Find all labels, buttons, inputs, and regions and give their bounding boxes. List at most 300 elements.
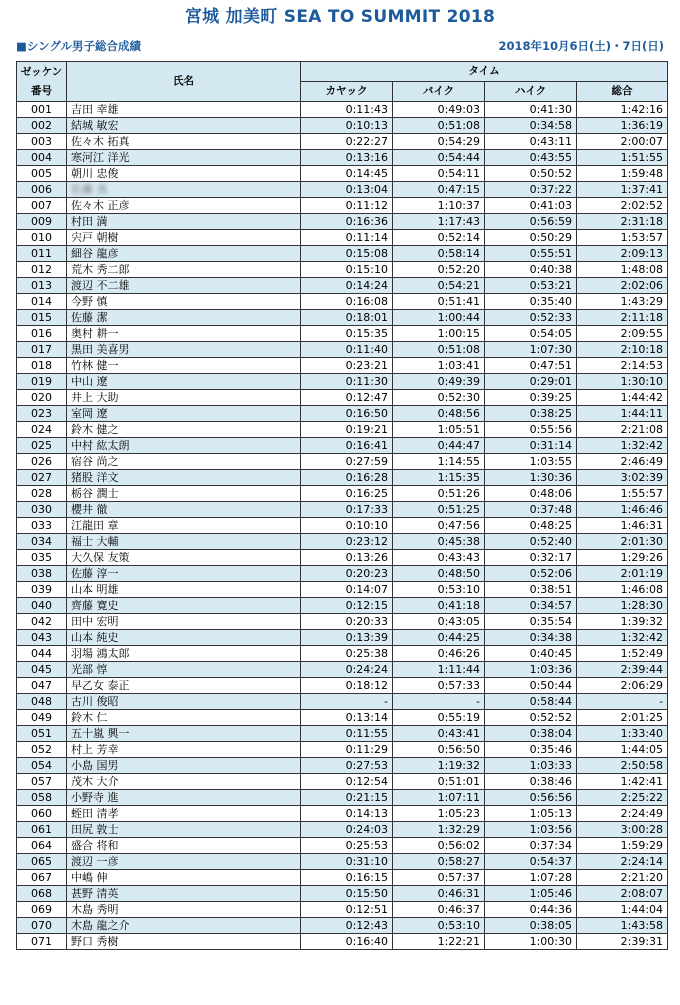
name-cell: 中嶋 伸 xyxy=(67,870,301,886)
hike-time-cell: 0:48:06 xyxy=(485,486,577,502)
bib-cell: 067 xyxy=(17,870,67,886)
kayak-time-cell: 0:12:54 xyxy=(301,774,393,790)
table-row xyxy=(17,182,668,198)
name-cell: 栃谷 潤士 xyxy=(67,486,301,502)
hike-time-cell: 0:34:57 xyxy=(485,598,577,614)
kayak-time-cell: 0:19:21 xyxy=(301,422,393,438)
table-row xyxy=(17,614,668,630)
name-cell: 渡辺 一彦 xyxy=(67,854,301,870)
name-cell: 山本 明雄 xyxy=(67,582,301,598)
kayak-time-cell: 0:16:08 xyxy=(301,294,393,310)
results-body xyxy=(17,102,668,950)
bike-time-cell: 0:52:30 xyxy=(393,390,485,406)
total-time-cell: 1:48:08 xyxy=(577,262,668,278)
total-time-cell: 2:25:22 xyxy=(577,790,668,806)
table-row xyxy=(17,694,668,710)
kayak-time-cell: 0:11:55 xyxy=(301,726,393,742)
table-row xyxy=(17,342,668,358)
table-row xyxy=(17,774,668,790)
table-row xyxy=(17,198,668,214)
table-row xyxy=(17,230,668,246)
bib-cell: 023 xyxy=(17,406,67,422)
bike-time-cell: 1:05:23 xyxy=(393,806,485,822)
bike-time-cell: 0:49:39 xyxy=(393,374,485,390)
hike-time-cell: 0:44:36 xyxy=(485,902,577,918)
total-time-cell: 2:46:49 xyxy=(577,454,668,470)
bib-cell: 033 xyxy=(17,518,67,534)
total-time-cell: 3:02:39 xyxy=(577,470,668,486)
name-cell: 野口 秀樹 xyxy=(67,934,301,950)
hike-time-cell: 0:32:17 xyxy=(485,550,577,566)
kayak-time-cell: 0:15:50 xyxy=(301,886,393,902)
table-row xyxy=(17,294,668,310)
name-cell: 齊藤 寛史 xyxy=(67,598,301,614)
bike-time-cell: 0:53:10 xyxy=(393,582,485,598)
hike-time-cell: 0:40:45 xyxy=(485,646,577,662)
kayak-time-cell: 0:20:23 xyxy=(301,566,393,582)
bib-cell: 019 xyxy=(17,374,67,390)
total-time-cell: 1:44:11 xyxy=(577,406,668,422)
bike-time-cell: 0:57:37 xyxy=(393,870,485,886)
hike-time-cell: 0:54:05 xyxy=(485,326,577,342)
total-time-cell: 2:21:08 xyxy=(577,422,668,438)
total-time-cell: 2:01:30 xyxy=(577,534,668,550)
total-time-cell: 2:24:14 xyxy=(577,854,668,870)
time-header: タイム xyxy=(301,62,668,82)
total-time-cell: 1:33:40 xyxy=(577,726,668,742)
hike-time-cell: 0:37:34 xyxy=(485,838,577,854)
kayak-time-cell: 0:24:03 xyxy=(301,822,393,838)
bib-cell: 020 xyxy=(17,390,67,406)
kayak-time-cell: 0:18:12 xyxy=(301,678,393,694)
table-row xyxy=(17,278,668,294)
table-row xyxy=(17,118,668,134)
total-time-cell: 2:09:55 xyxy=(577,326,668,342)
category-label: ■シングル男子総合成績 xyxy=(16,39,142,53)
kayak-time-cell: 0:16:40 xyxy=(301,934,393,950)
bib-cell: 058 xyxy=(17,790,67,806)
bike-time-cell: 1:07:11 xyxy=(393,790,485,806)
total-time-cell: 1:59:48 xyxy=(577,166,668,182)
kayak-time-cell: 0:13:14 xyxy=(301,710,393,726)
bike-time-cell: 0:56:02 xyxy=(393,838,485,854)
bib-cell: 045 xyxy=(17,662,67,678)
bib-cell: 071 xyxy=(17,934,67,950)
bib-cell: 051 xyxy=(17,726,67,742)
table-row xyxy=(17,406,668,422)
table-row xyxy=(17,262,668,278)
name-cell: 吉田 幸雄 xyxy=(67,102,301,118)
hike-time-cell: 0:38:05 xyxy=(485,918,577,934)
bike-time-cell: 0:51:01 xyxy=(393,774,485,790)
kayak-time-cell: 0:21:15 xyxy=(301,790,393,806)
name-cell: 鈴木 仁 xyxy=(67,710,301,726)
hike-time-cell: 0:55:56 xyxy=(485,422,577,438)
hike-time-cell: 0:37:48 xyxy=(485,502,577,518)
bib-cell: 068 xyxy=(17,886,67,902)
hike-time-cell: 0:38:46 xyxy=(485,774,577,790)
bike-time-cell: 0:45:38 xyxy=(393,534,485,550)
name-cell: 甚野 清英 xyxy=(67,886,301,902)
total-time-cell: 2:39:31 xyxy=(577,934,668,950)
total-time-cell: 1:44:05 xyxy=(577,742,668,758)
bike-time-cell: 0:44:25 xyxy=(393,630,485,646)
bib-cell: 028 xyxy=(17,486,67,502)
bike-time-cell: 1:00:44 xyxy=(393,310,485,326)
results-subheader xyxy=(16,38,664,54)
kayak-time-cell: 0:16:15 xyxy=(301,870,393,886)
hike-time-cell: 0:35:40 xyxy=(485,294,577,310)
table-row xyxy=(17,678,668,694)
kayak-time-cell: 0:15:10 xyxy=(301,262,393,278)
total-time-cell: 1:46:08 xyxy=(577,582,668,598)
bike-time-cell: 1:05:51 xyxy=(393,422,485,438)
total-time-cell: 3:00:28 xyxy=(577,822,668,838)
name-cell: 五十嵐 興一 xyxy=(67,726,301,742)
kayak-time-cell: 0:17:33 xyxy=(301,502,393,518)
table-row xyxy=(17,854,668,870)
bib-cell: 018 xyxy=(17,358,67,374)
name-cell: 今野 慎 xyxy=(67,294,301,310)
total-time-cell: 1:53:57 xyxy=(577,230,668,246)
hike-time-cell: 0:52:06 xyxy=(485,566,577,582)
bib-cell: 012 xyxy=(17,262,67,278)
total-time-cell: 2:11:18 xyxy=(577,310,668,326)
name-cell: 鈴木 健之 xyxy=(67,422,301,438)
hike-time-cell: 0:52:33 xyxy=(485,310,577,326)
table-row xyxy=(17,150,668,166)
name-cell: 荒木 秀二郎 xyxy=(67,262,301,278)
total-time-cell: 2:21:20 xyxy=(577,870,668,886)
bike-time-cell: 1:32:29 xyxy=(393,822,485,838)
table-row xyxy=(17,918,668,934)
kayak-time-cell: 0:16:25 xyxy=(301,486,393,502)
bike-time-cell: 1:03:41 xyxy=(393,358,485,374)
name-cell: 佐藤 潔 xyxy=(67,310,301,326)
bib-cell: 048 xyxy=(17,694,67,710)
hike-time-cell: 0:35:54 xyxy=(485,614,577,630)
name-cell: 櫻井 徹 xyxy=(67,502,301,518)
bib-cell: 025 xyxy=(17,438,67,454)
hike-time-cell: 0:55:51 xyxy=(485,246,577,262)
table-row xyxy=(17,870,668,886)
total-time-cell: 1:30:10 xyxy=(577,374,668,390)
kayak-time-cell: 0:25:38 xyxy=(301,646,393,662)
bib-cell: 038 xyxy=(17,566,67,582)
bib-cell: 070 xyxy=(17,918,67,934)
table-row xyxy=(17,710,668,726)
bike-time-cell: 0:49:03 xyxy=(393,102,485,118)
name-cell: 小島 国男 xyxy=(67,758,301,774)
name-cell: 江龍田 章 xyxy=(67,518,301,534)
bib-cell: 069 xyxy=(17,902,67,918)
bib-cell: 042 xyxy=(17,614,67,630)
bib-cell: 043 xyxy=(17,630,67,646)
hike-time-cell: 0:41:03 xyxy=(485,198,577,214)
total-time-cell: 1:44:04 xyxy=(577,902,668,918)
bike-time-cell: 0:54:11 xyxy=(393,166,485,182)
total-time-cell: 2:09:13 xyxy=(577,246,668,262)
total-time-cell: 2:00:07 xyxy=(577,134,668,150)
bike-time-cell: 1:00:15 xyxy=(393,326,485,342)
bike-time-cell: 0:46:26 xyxy=(393,646,485,662)
bike-time-cell: 0:51:25 xyxy=(393,502,485,518)
bib-cell: 005 xyxy=(17,166,67,182)
name-cell: 大久保 友策 xyxy=(67,550,301,566)
kayak-time-cell: 0:22:27 xyxy=(301,134,393,150)
total-time-cell: 1:43:29 xyxy=(577,294,668,310)
bike-time-cell: 0:57:33 xyxy=(393,678,485,694)
hike-time-cell: 0:29:01 xyxy=(485,374,577,390)
bike-time-cell: 0:53:10 xyxy=(393,918,485,934)
table-row xyxy=(17,534,668,550)
name-cell: 奥村 耕一 xyxy=(67,326,301,342)
kayak-time-cell: 0:14:24 xyxy=(301,278,393,294)
bib-cell: 027 xyxy=(17,470,67,486)
bib-cell: 009 xyxy=(17,214,67,230)
bib-cell: 047 xyxy=(17,678,67,694)
table-row xyxy=(17,822,668,838)
name-cell: 早乙女 泰正 xyxy=(67,678,301,694)
bike-time-cell: 1:11:44 xyxy=(393,662,485,678)
bib-cell: 060 xyxy=(17,806,67,822)
name-cell: 黒田 美喜男 xyxy=(67,342,301,358)
kayak-time-cell: 0:20:33 xyxy=(301,614,393,630)
name-cell: 田中 宏明 xyxy=(67,614,301,630)
name-cell: 寒河江 洋光 xyxy=(67,150,301,166)
table-row xyxy=(17,550,668,566)
hike-time-cell: 1:05:46 xyxy=(485,886,577,902)
kayak-time-cell: 0:14:07 xyxy=(301,582,393,598)
name-cell: 結城 敏宏 xyxy=(67,118,301,134)
table-row xyxy=(17,326,668,342)
name-header: 氏名 xyxy=(67,62,301,102)
table-row xyxy=(17,502,668,518)
table-row xyxy=(17,358,668,374)
total-time-cell: 2:50:58 xyxy=(577,758,668,774)
bike-time-cell: 0:52:14 xyxy=(393,230,485,246)
hike-time-cell: 0:52:52 xyxy=(485,710,577,726)
hike-time-cell: 0:58:44 xyxy=(485,694,577,710)
total-time-cell: 2:01:25 xyxy=(577,710,668,726)
kayak-time-cell: 0:12:43 xyxy=(301,918,393,934)
bib-cell: 034 xyxy=(17,534,67,550)
table-row xyxy=(17,518,668,534)
total-time-cell: 1:51:55 xyxy=(577,150,668,166)
total-time-cell: 1:36:19 xyxy=(577,118,668,134)
bike-time-cell: 1:15:35 xyxy=(393,470,485,486)
kayak-time-cell: 0:10:10 xyxy=(301,518,393,534)
hike-time-cell: 0:50:44 xyxy=(485,678,577,694)
event-date: 2018年10月6日(土)・7日(日) xyxy=(498,39,664,53)
bib-cell: 007 xyxy=(17,198,67,214)
total-time-cell: 2:06:29 xyxy=(577,678,668,694)
bike-time-cell: 0:54:44 xyxy=(393,150,485,166)
hike-time-cell: 1:03:55 xyxy=(485,454,577,470)
total-time-cell: 2:10:18 xyxy=(577,342,668,358)
name-cell: 朝川 忠俊 xyxy=(67,166,301,182)
bib-cell: 065 xyxy=(17,854,67,870)
bib-cell: 057 xyxy=(17,774,67,790)
bib-cell: 049 xyxy=(17,710,67,726)
bib-cell: 040 xyxy=(17,598,67,614)
hike-time-cell: 0:38:25 xyxy=(485,406,577,422)
hike-time-cell: 0:34:38 xyxy=(485,630,577,646)
bib-cell: 054 xyxy=(17,758,67,774)
total-time-cell: - xyxy=(577,694,668,710)
table-row xyxy=(17,902,668,918)
bike-time-cell: 0:55:19 xyxy=(393,710,485,726)
name-cell: 光部 惇 xyxy=(67,662,301,678)
bib-cell: 001 xyxy=(17,102,67,118)
bib-cell: 013 xyxy=(17,278,67,294)
hike-time-cell: 1:05:13 xyxy=(485,806,577,822)
hike-time-cell: 0:34:58 xyxy=(485,118,577,134)
bike-time-cell: 0:43:41 xyxy=(393,726,485,742)
hike-time-cell: 0:38:51 xyxy=(485,582,577,598)
total-time-cell: 1:29:26 xyxy=(577,550,668,566)
table-row xyxy=(17,166,668,182)
total-time-cell: 2:31:18 xyxy=(577,214,668,230)
name-cell: 室岡 遼 xyxy=(67,406,301,422)
name-cell: 木島 秀明 xyxy=(67,902,301,918)
total-time-cell: 1:32:42 xyxy=(577,630,668,646)
name-cell: 佐々木 正彦 xyxy=(67,198,301,214)
hike-time-cell: 0:35:46 xyxy=(485,742,577,758)
total-time-cell: 2:08:07 xyxy=(577,886,668,902)
kayak-time-cell: 0:11:30 xyxy=(301,374,393,390)
table-row xyxy=(17,214,668,230)
bib-cell: 015 xyxy=(17,310,67,326)
bike-time-cell: 0:56:50 xyxy=(393,742,485,758)
total-time-cell: 1:28:30 xyxy=(577,598,668,614)
name-cell: 田尻 敦士 xyxy=(67,822,301,838)
kayak-time-cell: 0:13:16 xyxy=(301,150,393,166)
hike-time-cell: 0:48:25 xyxy=(485,518,577,534)
name-cell: 盛合 将和 xyxy=(67,838,301,854)
name-cell: 木島 龍之介 xyxy=(67,918,301,934)
kayak-time-cell: 0:11:12 xyxy=(301,198,393,214)
table-row xyxy=(17,422,668,438)
name-cell: 渡辺 不二雄 xyxy=(67,278,301,294)
total-time-cell: 1:39:32 xyxy=(577,614,668,630)
hike-header: ハイク xyxy=(485,82,577,102)
bike-time-cell: 1:10:37 xyxy=(393,198,485,214)
table-row xyxy=(17,470,668,486)
name-cell: 猪股 洋文 xyxy=(67,470,301,486)
total-time-cell: 2:02:06 xyxy=(577,278,668,294)
bib-cell: 006 xyxy=(17,182,67,198)
total-time-cell: 1:42:16 xyxy=(577,102,668,118)
kayak-time-cell: 0:23:21 xyxy=(301,358,393,374)
kayak-time-cell: 0:14:13 xyxy=(301,806,393,822)
hike-time-cell: 0:41:30 xyxy=(485,102,577,118)
kayak-time-cell: 0:16:36 xyxy=(301,214,393,230)
total-time-cell: 1:32:42 xyxy=(577,438,668,454)
name-cell: 中山 遼 xyxy=(67,374,301,390)
table-row xyxy=(17,758,668,774)
table-row xyxy=(17,102,668,118)
bike-time-cell: 0:54:21 xyxy=(393,278,485,294)
total-time-cell: 2:39:44 xyxy=(577,662,668,678)
table-row xyxy=(17,134,668,150)
name-cell: 村田 満 xyxy=(67,214,301,230)
bike-time-cell: 0:46:31 xyxy=(393,886,485,902)
bike-header: バイク xyxy=(393,82,485,102)
name-cell: 細谷 龍彦 xyxy=(67,246,301,262)
bike-time-cell: 0:41:18 xyxy=(393,598,485,614)
name-cell: 蛭田 清孝 xyxy=(67,806,301,822)
kayak-time-cell: 0:14:45 xyxy=(301,166,393,182)
kayak-time-cell: 0:16:41 xyxy=(301,438,393,454)
kayak-time-cell: 0:16:28 xyxy=(301,470,393,486)
table-row xyxy=(17,806,668,822)
hike-time-cell: 1:03:36 xyxy=(485,662,577,678)
bike-time-cell: 0:52:20 xyxy=(393,262,485,278)
bib-cell: 039 xyxy=(17,582,67,598)
hike-time-cell: 1:07:28 xyxy=(485,870,577,886)
total-time-cell: 1:46:46 xyxy=(577,502,668,518)
name-cell: 中村 紘太朗 xyxy=(67,438,301,454)
name-cell: 佐藤 真 xyxy=(67,182,301,198)
bib-cell: 004 xyxy=(17,150,67,166)
kayak-time-cell: 0:31:10 xyxy=(301,854,393,870)
table-row xyxy=(17,934,668,950)
kayak-time-cell: 0:13:39 xyxy=(301,630,393,646)
total-time-cell: 2:01:19 xyxy=(577,566,668,582)
bib-cell: 002 xyxy=(17,118,67,134)
table-row xyxy=(17,454,668,470)
bib-cell: 052 xyxy=(17,742,67,758)
kayak-time-cell: 0:11:29 xyxy=(301,742,393,758)
bike-time-cell: 0:48:50 xyxy=(393,566,485,582)
total-time-cell: 2:24:49 xyxy=(577,806,668,822)
total-time-cell: 1:52:49 xyxy=(577,646,668,662)
hike-time-cell: 1:30:36 xyxy=(485,470,577,486)
name-cell: 福士 大輔 xyxy=(67,534,301,550)
name-cell: 佐々木 拓真 xyxy=(67,134,301,150)
bike-time-cell: 0:51:08 xyxy=(393,118,485,134)
table-row xyxy=(17,438,668,454)
kayak-time-cell: 0:13:26 xyxy=(301,550,393,566)
table-row xyxy=(17,598,668,614)
bike-time-cell: 1:14:55 xyxy=(393,454,485,470)
table-row xyxy=(17,310,668,326)
bike-time-cell: 0:51:08 xyxy=(393,342,485,358)
table-row xyxy=(17,582,668,598)
kayak-time-cell: 0:15:08 xyxy=(301,246,393,262)
bike-time-cell: 0:47:15 xyxy=(393,182,485,198)
page-title: 宮城 加美町 SEA TO SUMMIT 2018 xyxy=(184,7,496,27)
total-time-cell: 1:43:58 xyxy=(577,918,668,934)
table-row xyxy=(17,486,668,502)
bike-time-cell: 0:51:26 xyxy=(393,486,485,502)
table-row xyxy=(17,662,668,678)
kayak-time-cell: 0:15:35 xyxy=(301,326,393,342)
name-cell: 古川 俊昭 xyxy=(67,694,301,710)
kayak-time-cell: 0:13:04 xyxy=(301,182,393,198)
name-cell: 佐藤 淳一 xyxy=(67,566,301,582)
table-row xyxy=(17,630,668,646)
hike-time-cell: 0:40:38 xyxy=(485,262,577,278)
bib-cell: 035 xyxy=(17,550,67,566)
hike-time-cell: 0:54:37 xyxy=(485,854,577,870)
bike-time-cell: 0:54:29 xyxy=(393,134,485,150)
table-row xyxy=(17,886,668,902)
total-time-cell: 2:02:52 xyxy=(577,198,668,214)
kayak-time-cell: 0:11:40 xyxy=(301,342,393,358)
total-time-cell: 1:37:41 xyxy=(577,182,668,198)
